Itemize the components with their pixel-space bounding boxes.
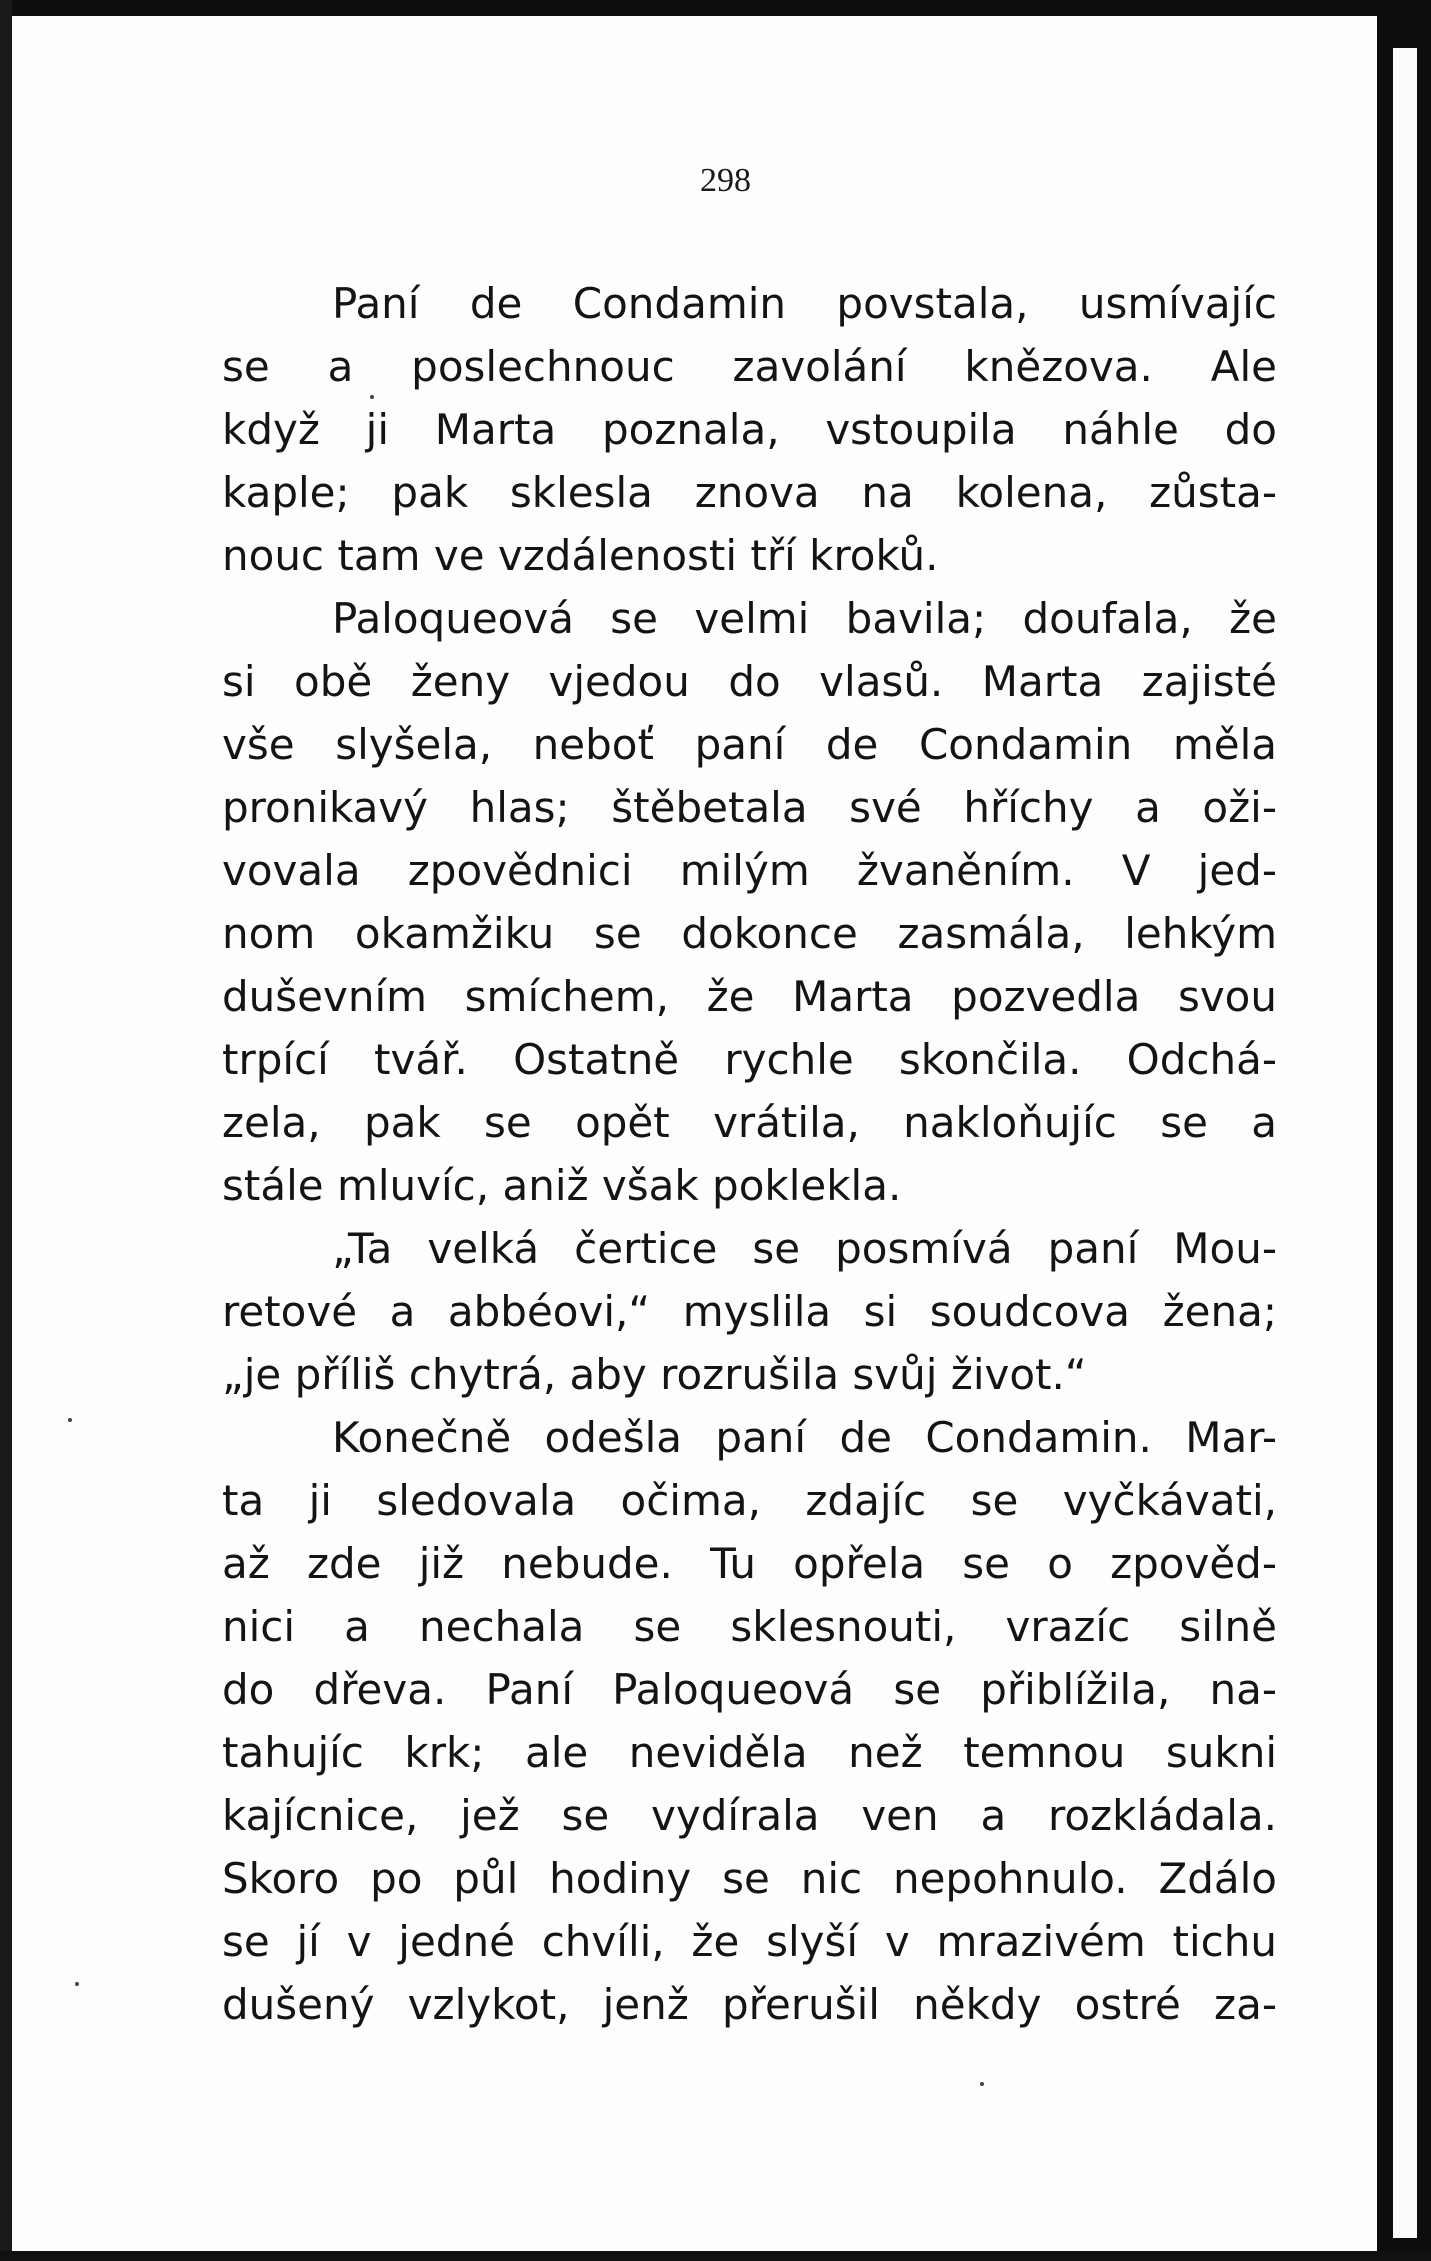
text-line: Paní de Condamin povstala, usmívajíc <box>332 279 1277 328</box>
scan-edge-bottom <box>0 2251 1431 2261</box>
text-line: „Ta velká čertice se posmívá paní Mou- <box>332 1224 1277 1273</box>
text-line: ta ji sledovala očima, zdajíc se vyčkávati, <box>222 1476 1277 1525</box>
ink-speck <box>980 2082 984 2086</box>
text-line: vše slyšela, neboť paní de Condamin měla <box>222 720 1277 769</box>
text-line: do dřeva. Paní Paloqueová se přiblížila, na- <box>222 1665 1277 1714</box>
page-number: 298 <box>700 162 751 199</box>
text-line: se a poslechnouc zavolání knězova. Ale <box>222 342 1277 391</box>
body-text <box>222 272 1277 2036</box>
text-line: „je příliš chytrá, aby rozrušila svůj život.“ <box>222 1350 1087 1399</box>
text-line: duševním smíchem, že Marta pozvedla svou <box>222 972 1277 1021</box>
text-line: se jí v jedné chvíli, že slyší v mrazivém tichu <box>222 1917 1277 1966</box>
text-line: nici a nechala se sklesnouti, vrazíc silně <box>222 1602 1277 1651</box>
text-line: Konečně odešla paní de Condamin. Mar- <box>332 1413 1277 1462</box>
scan-edge-left <box>0 0 12 2261</box>
text-line: když ji Marta poznala, vstoupila náhle do <box>222 405 1277 454</box>
ink-speck <box>75 1982 79 1986</box>
ink-speck <box>68 1418 72 1422</box>
text-line: až zde již nebude. Tu opřela se o zpověd- <box>222 1539 1277 1588</box>
text-line: retové a abbéovi,“ myslila si soudcova žena; <box>222 1287 1277 1336</box>
text-line: nom okamžiku se dokonce zasmála, lehkým <box>222 909 1277 958</box>
scan-edge-top <box>0 0 1431 16</box>
text-line: Skoro po půl hodiny se nic nepohnulo. Zdálo <box>222 1854 1277 1903</box>
text-line: si obě ženy vjedou do vlasů. Marta zajisté <box>222 657 1277 706</box>
ink-speck <box>370 395 374 399</box>
text-line: stále mluvíc, aniž však poklekla. <box>222 1161 902 1210</box>
text-line: trpící tvář. Ostatně rychle skončila. Odchá- <box>222 1035 1277 1084</box>
text-line: zela, pak se opět vrátila, nakloňujíc se a <box>222 1098 1277 1147</box>
text-line: nouc tam ve vzdálenosti tří kroků. <box>222 531 939 580</box>
text-line: tahujíc krk; ale neviděla než temnou sukni <box>222 1728 1277 1777</box>
text-line: kaple; pak sklesla znova na kolena, zůsta- <box>222 468 1277 517</box>
text-line: kajícnice, jež se vydírala ven a rozkládala. <box>222 1791 1277 1840</box>
text-line: dušený vzlykot, jenž přerušil někdy ostré za- <box>222 1980 1277 2029</box>
text-line: Paloqueová se velmi bavila; doufala, že <box>332 594 1277 643</box>
text-line: vovala zpovědnici milým žvaněním. V jed- <box>222 846 1277 895</box>
text-line: pronikavý hlas; štěbetala své hříchy a oži- <box>222 783 1277 832</box>
adjacent-page-strip <box>1393 48 1417 2238</box>
